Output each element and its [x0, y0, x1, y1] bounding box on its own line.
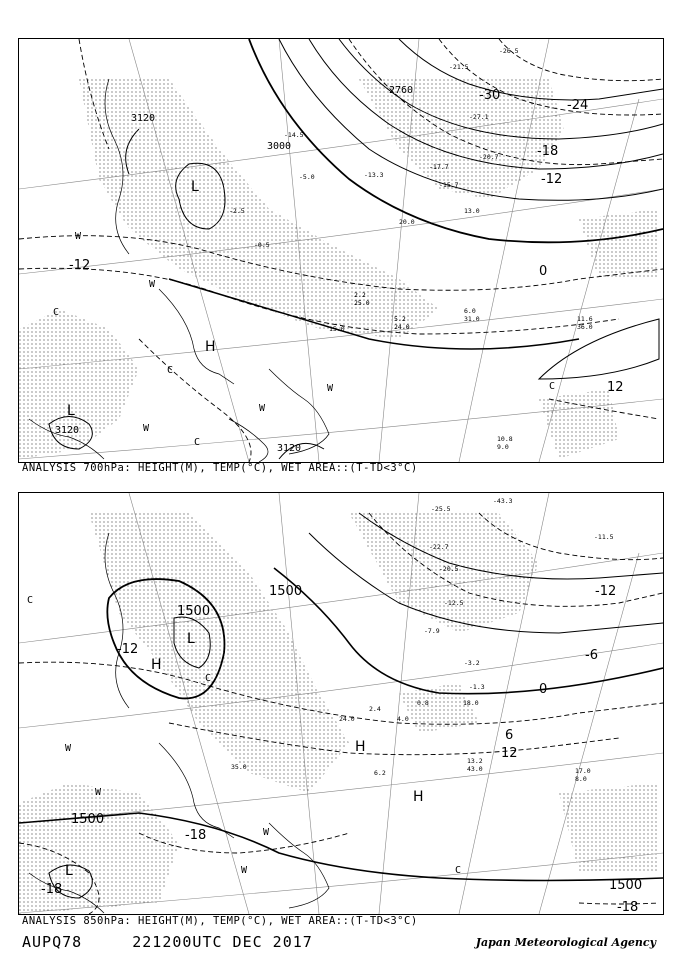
height-label: 1500 [609, 878, 643, 893]
cold-mark: C [27, 595, 34, 606]
height-label: 3120 [131, 113, 156, 124]
temp-label: -30 [479, 88, 501, 103]
obs-label: -1.3 [469, 683, 485, 691]
obs-label: -2.5 [229, 207, 245, 215]
obs-label: 9.0 [497, 443, 509, 451]
obs-label: 4.0 [397, 715, 409, 723]
height-label: 2760 [389, 85, 414, 96]
high-center: H [151, 657, 162, 673]
caption-700hpa: ANALYSIS 700hPa: HEIGHT(M), TEMP(°C), WET AREA::(T-TD<3°C) [22, 462, 418, 474]
warm-mark: W [143, 423, 150, 434]
obs-label: -13.3 [364, 171, 384, 179]
map-850hpa [19, 493, 663, 914]
obs-label: 5.2 [394, 315, 406, 323]
temp-label: 6 [505, 728, 514, 743]
obs-label: 43.0 [467, 765, 483, 773]
low-center: L [191, 179, 199, 195]
obs-label: -12.5 [444, 599, 464, 607]
obs-label: 20.0 [399, 218, 415, 226]
warm-mark: W [241, 865, 248, 876]
temp-label: -12 [69, 258, 91, 273]
obs-label: 13.0 [464, 207, 480, 215]
obs-label: 24.0 [339, 715, 355, 723]
obs-label: -26.5 [499, 47, 519, 55]
obs-label: 25.0 [354, 299, 370, 307]
temp-label: -12 [541, 172, 563, 187]
temp-label: 0 [539, 264, 548, 279]
obs-label: -11.5 [594, 533, 614, 541]
agency-name: Japan Meteorological Agency [475, 936, 656, 949]
temp-label: -18 [617, 900, 639, 914]
map-700hpa [19, 39, 663, 462]
low-center: L [67, 403, 75, 419]
warm-mark: W [259, 403, 266, 414]
temp-label: 0 [539, 682, 548, 697]
temp-label: -24 [567, 98, 589, 113]
warm-mark: W [327, 383, 334, 394]
cold-mark: C [549, 381, 556, 392]
height-label: 1500 [177, 604, 211, 619]
cold-mark: C [167, 365, 174, 376]
obs-label: 6.0 [464, 307, 476, 315]
cold-mark: C [455, 865, 462, 876]
obs-label: 6.2 [374, 769, 386, 777]
obs-label: -15.7 [439, 181, 459, 189]
warm-mark: W [149, 279, 156, 290]
temp-label: -6 [585, 648, 598, 663]
obs-label: -14.5 [284, 131, 304, 139]
chart-id-and-time [22, 933, 313, 951]
low-center: L [65, 863, 73, 879]
obs-label: -22.7 [429, 543, 449, 551]
chart-panel-850hpa [18, 492, 664, 915]
wet-area [19, 79, 659, 459]
obs-label: 0.8 [417, 699, 429, 707]
cold-mark: C [205, 673, 212, 684]
obs-label: 24.0 [394, 323, 410, 331]
obs-label: 31.0 [464, 315, 480, 323]
obs-label: -20.7 [479, 153, 499, 161]
obs-label: -27.1 [469, 113, 489, 121]
obs-label: 13.2 [467, 757, 483, 765]
obs-label: -7.9 [424, 627, 440, 635]
obs-label: 11.6 [577, 315, 593, 323]
low-center: L [187, 631, 195, 647]
warm-mark: W [65, 743, 72, 754]
height-label: 1500 [71, 812, 105, 827]
temp-label: -12 [595, 584, 617, 599]
obs-label: -25.5 [431, 505, 451, 513]
temp-label: -18 [41, 882, 63, 897]
obs-label: -17.7 [429, 163, 449, 171]
obs-label: 35.0 [231, 763, 247, 771]
obs-label: 10.8 [497, 435, 513, 443]
height-label: 3000 [267, 141, 292, 152]
obs-label: 2.4 [369, 705, 381, 713]
obs-label: 15.0 [329, 325, 345, 333]
high-center: H [205, 339, 216, 355]
temp-label: 12 [607, 380, 624, 395]
obs-label: -3.2 [464, 659, 480, 667]
warm-mark: W [95, 787, 102, 798]
caption-850hpa: ANALYSIS 850hPa: HEIGHT(M), TEMP(°C), WET AREA::(T-TD<3°C) [22, 915, 418, 927]
height-label: 3120 [55, 425, 80, 436]
cold-mark: C [53, 307, 60, 318]
chart-code: AUPQ78 [22, 933, 83, 951]
obs-label: -21.5 [449, 63, 469, 71]
obs-label: 36.0 [577, 323, 593, 331]
obs-label: -20.5 [439, 565, 459, 573]
warm-mark: W [75, 231, 82, 242]
high-center: H [355, 739, 366, 755]
obs-label: 8.0 [575, 775, 587, 783]
high-center: H [413, 789, 424, 805]
height-label: 3120 [277, 443, 302, 454]
valid-time: 221200UTC DEC 2017 [132, 933, 313, 951]
cold-mark: C [194, 437, 201, 448]
warm-mark: W [263, 827, 270, 838]
temp-label: -18 [537, 144, 559, 159]
obs-label: -43.3 [493, 497, 513, 505]
obs-label: 17.0 [575, 767, 591, 775]
temp-label: -12 [117, 642, 139, 657]
height-label: 1500 [269, 584, 303, 599]
obs-label: -0.5 [254, 241, 270, 249]
temp-label: 12 [501, 746, 518, 761]
obs-label: 2.2 [354, 291, 366, 299]
wet-area [19, 513, 659, 914]
chart-panel-700hpa [18, 38, 664, 463]
temp-label: -18 [185, 828, 207, 843]
obs-label: 18.0 [463, 699, 479, 707]
obs-label: -5.0 [299, 173, 315, 181]
